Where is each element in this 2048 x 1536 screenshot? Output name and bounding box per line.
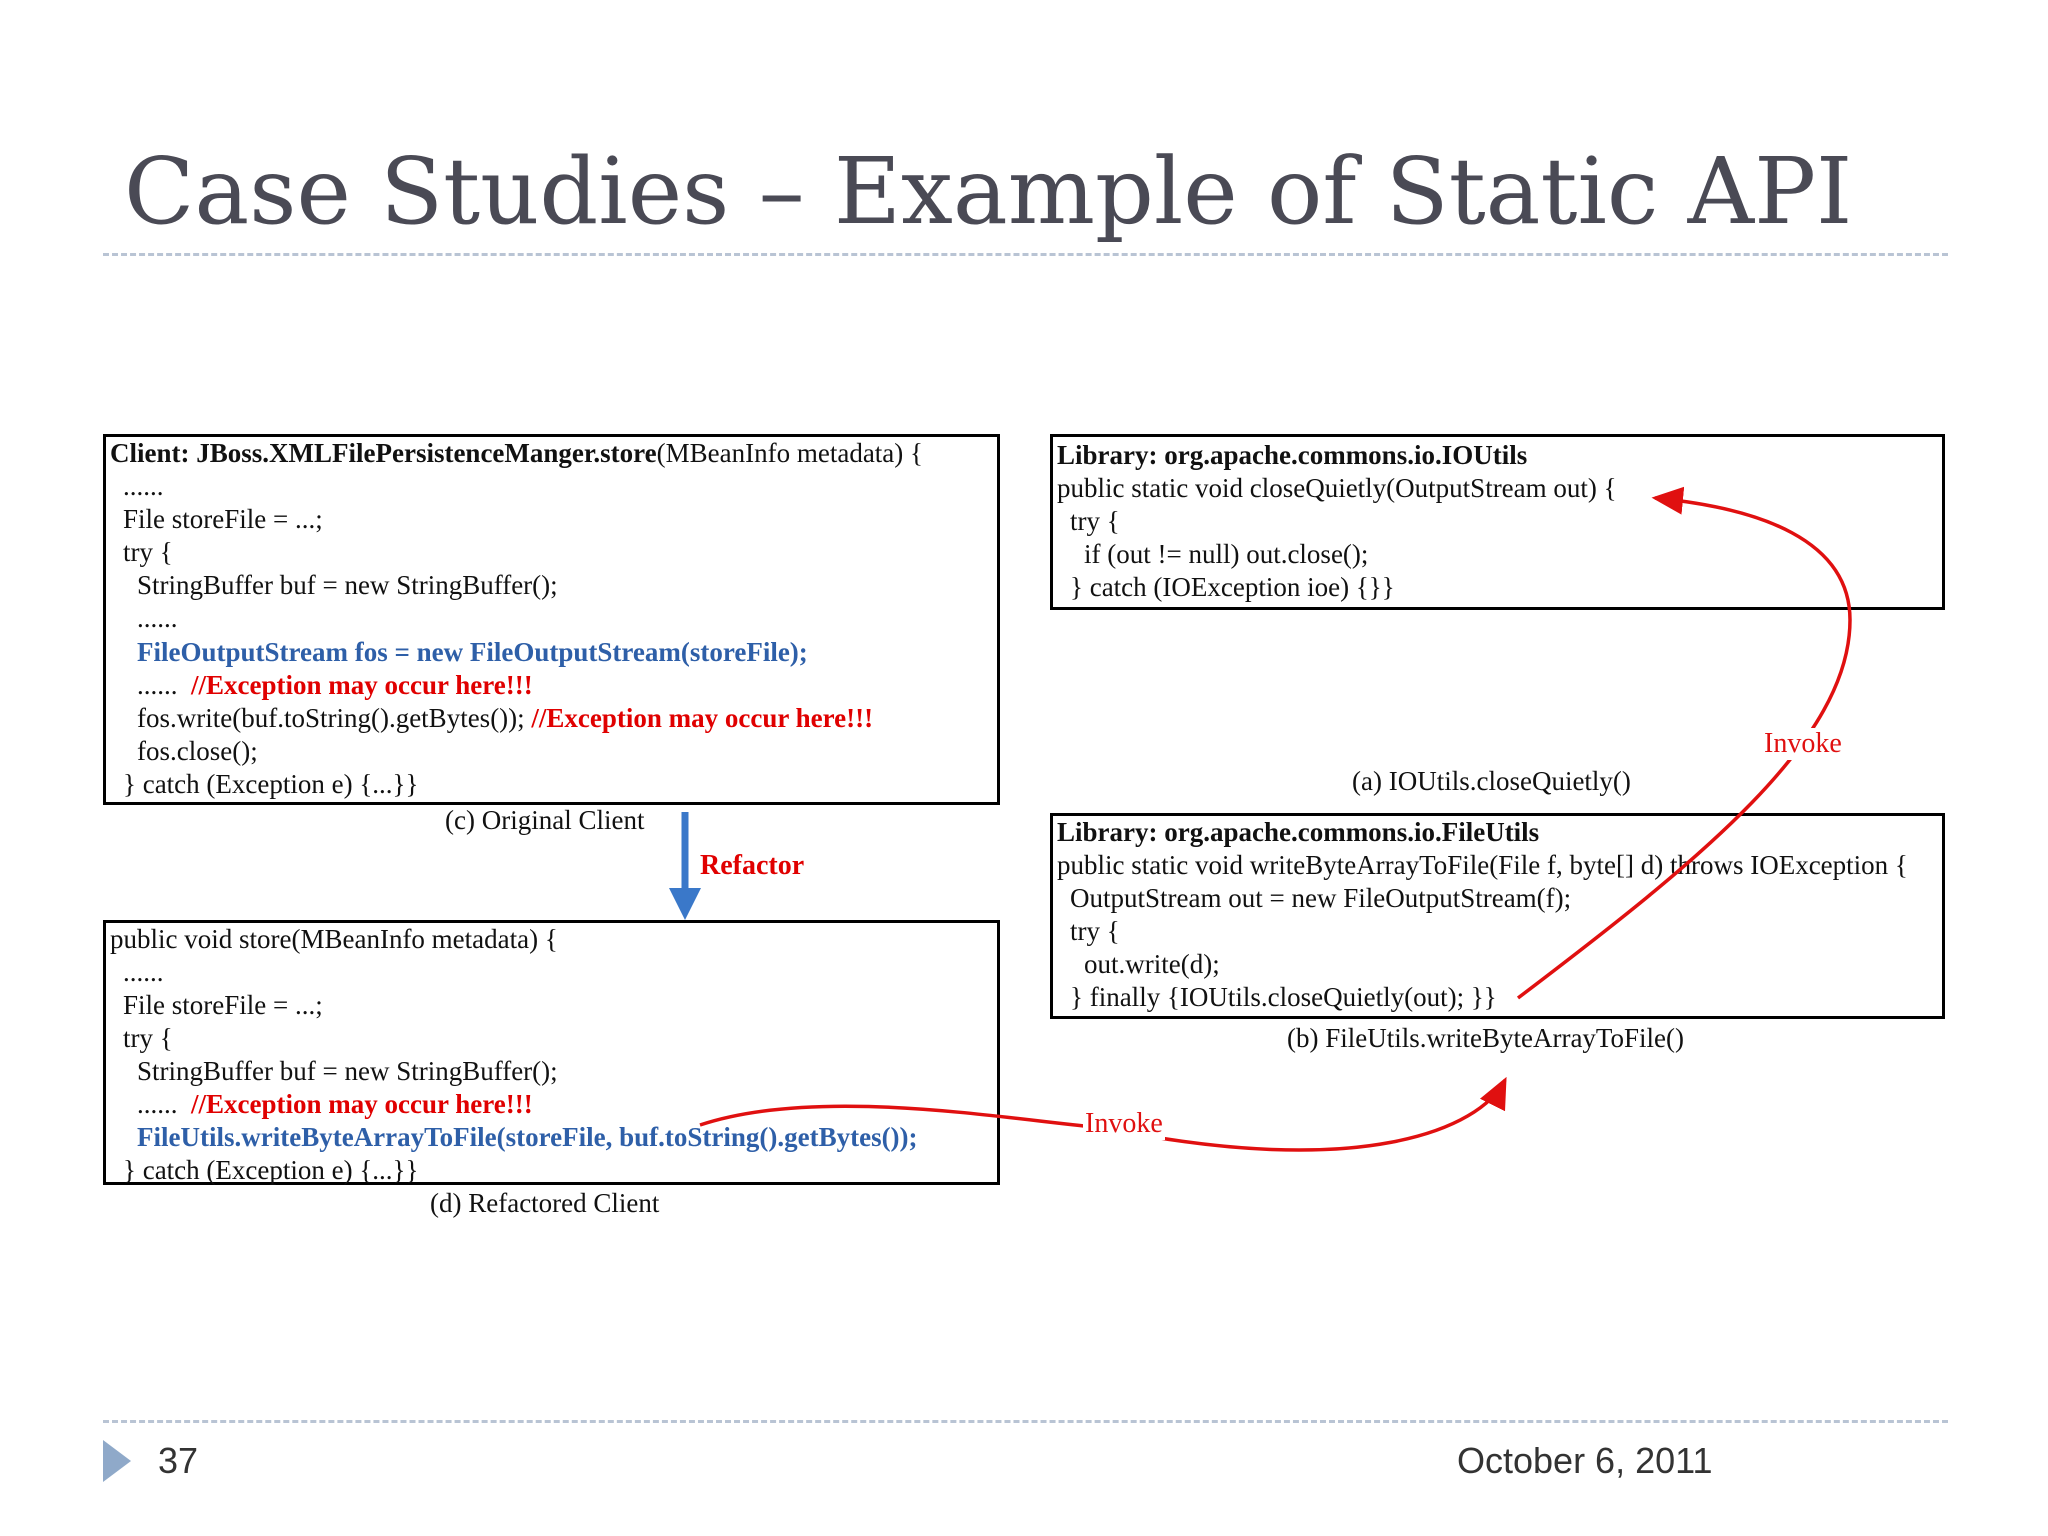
code-line: public void store(MBeanInfo metadata) { [110, 924, 558, 954]
ellipsis: ...... [137, 670, 178, 700]
highlighted-code-line: FileUtils.writeByteArrayToFile(storeFile, buf.toString().getBytes()); [137, 1122, 918, 1152]
code-line: OutputStream out = new FileOutputStream(f); [1070, 883, 1572, 913]
code-line: ...... [123, 957, 164, 987]
code-line: if (out != null) out.close(); [1084, 539, 1369, 569]
code-line: StringBuffer buf = new StringBuffer(); [137, 570, 558, 600]
refactor-arrow-head [669, 888, 701, 920]
exception-comment: //Exception may occur here!!! [191, 1089, 533, 1119]
code-line: File storeFile = ...; [123, 504, 323, 534]
code-line: } finally {IOUtils.closeQuietly(out); }} [1070, 982, 1497, 1012]
code-line: ...... [137, 603, 178, 633]
code-line: fos.close(); [137, 736, 258, 766]
code-text: fos.write(buf.toString().getBytes()); [137, 703, 525, 733]
exception-comment: //Exception may occur here!!! [531, 703, 874, 733]
ioutils-header: Library: org.apache.commons.io.IOUtils [1057, 440, 1528, 470]
invoke-label-lower: Invoke [1085, 1108, 1163, 1139]
highlighted-code-line: FileOutputStream fos = new FileOutputStream(storeFile); [137, 637, 808, 667]
fileutils-header: Library: org.apache.commons.io.FileUtils [1057, 817, 1540, 847]
original-client-caption: (c) Original Client [445, 805, 645, 835]
slide-title: Case Studies – Example of Static API [124, 138, 1853, 245]
exception-comment: //Exception may occur here!!! [191, 670, 533, 700]
fileutils-caption: (b) FileUtils.writeByteArrayToFile() [1287, 1023, 1685, 1053]
code-line: StringBuffer buf = new StringBuffer(); [137, 1056, 558, 1086]
ellipsis: ...... [137, 1089, 178, 1119]
code-line: } catch (IOException ioe) {}} [1070, 572, 1395, 602]
code-line: File storeFile = ...; [123, 990, 323, 1020]
refactor-label: Refactor [700, 850, 805, 881]
invoke-label-upper: Invoke [1764, 728, 1842, 759]
original-client-params: (MBeanInfo metadata) { [656, 438, 923, 468]
original-client-method-name: Client: JBoss.XMLFilePersistenceManger.store [110, 438, 657, 468]
refactored-client-caption: (d) Refactored Client [430, 1188, 660, 1218]
code-line: try { [123, 1023, 173, 1053]
code-line: ...... [123, 471, 164, 501]
code-line: public static void closeQuietly(OutputStream out) { [1057, 473, 1617, 503]
ioutils-caption: (a) IOUtils.closeQuietly() [1352, 766, 1631, 796]
slide-date: October 6, 2011 [1457, 1440, 1713, 1481]
footer-divider [103, 1420, 1948, 1423]
code-line: try { [1070, 506, 1120, 536]
slide-number: 37 [158, 1440, 199, 1481]
code-line: out.write(d); [1084, 949, 1220, 979]
code-line: try { [123, 537, 173, 567]
code-line: try { [1070, 916, 1120, 946]
code-line: public static void writeByteArrayToFile(File f, byte[] d) throws IOException { [1057, 850, 1908, 880]
code-line: } catch (Exception e) {...}} [123, 769, 419, 799]
code-line: } catch (Exception e) {...}} [123, 1155, 419, 1185]
